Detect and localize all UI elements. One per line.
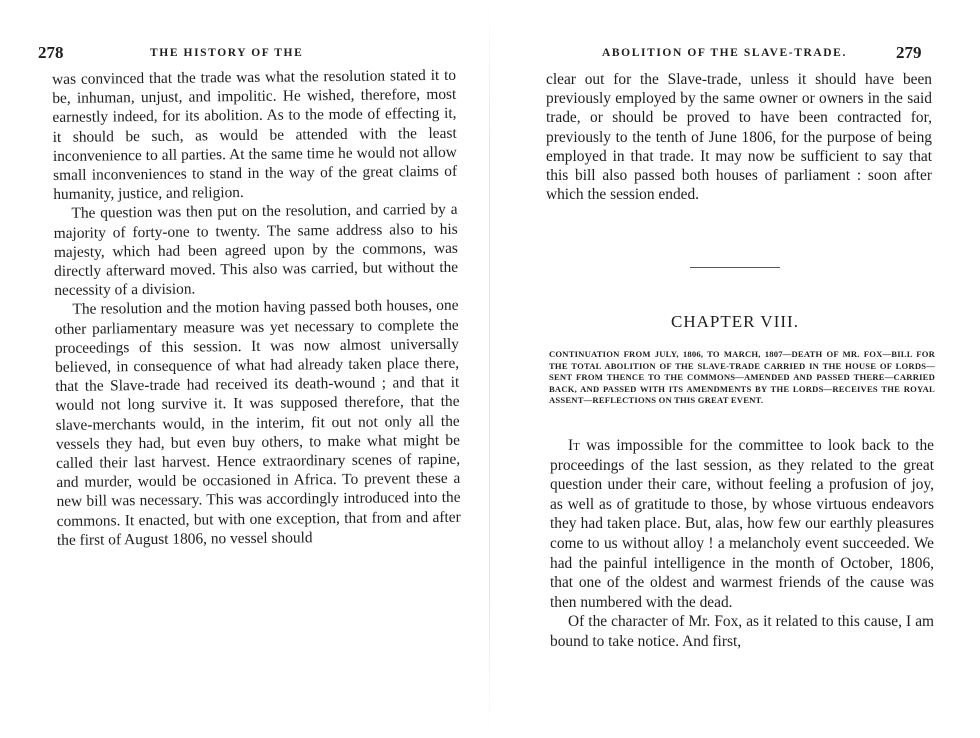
left-paragraph-3: The resolution and the motion having passed both houses, one other parliamentary measure was yet necessary to complete the proceedings of this session. It was now almost universally believed, in consequence of what had already taken place there, that the Slave-trade had received its death-wound ; and that it would not long survive it. It was supposed therefore, that the slave-merchants would, in the interim, fit out not only all the vessels they had, but even buy others, to make what might be called their last harvest. Hence extraordinary scenes of rapine, and murder, would be occasioned in Africa. To prevent these a new bill was necessary. This was accordingly introduced into the commons. It enacted, but with one exception, that from and after the first of August 1806, no vessel should <box>54 297 461 549</box>
section-divider <box>690 267 780 268</box>
left-running-head: THE HISTORY OF THE <box>150 47 304 59</box>
right-page <box>490 0 980 738</box>
right-page-number: 279 <box>896 43 922 62</box>
right-continued-paragraph: clear out for the Slave-trade, unless it should have been previously employed by the same owner or owners in the said trade, or should be proved to have been contracted for, previously to the tenth of June 1806, for the purpose of being employed in that trade. It may now be sufficient to say that this bill also passed both houses of parliament : soon after which the session ended. <box>546 71 932 204</box>
opening-paragraph-text: was impossible for the committee to look back to the proceedings of the last session, as they related to the great question under their care, without feeling a profusion of joy, as well as of gratitude to those, by whose virtuous endeavors they had taken place. But, alas, how few our earthly pleasures come to us without alloy ! a melancholy event succeeded. We had the painful intelligence in the month of October, 1806, that one of the oldest and warmest friends of the cause was then numbered with the dead. <box>550 437 934 611</box>
right-continued-text <box>546 70 932 204</box>
chapter-opening-paragraph <box>550 436 934 612</box>
left-paragraph-2: The question was then put on the resolution, and carried by a majority of forty-one to twenty. The same address also to his majesty, which had been agreed upon by the commons, was directly afterward moved. This also was carried, but without the necessity of a division. <box>53 201 459 300</box>
opening-initial: It <box>568 437 580 454</box>
left-body-text <box>52 66 461 550</box>
chapter-body <box>550 436 934 652</box>
chapter-second-paragraph: Of the character of Mr. Fox, as it related to this cause, I am bound to take notice. And first, <box>550 613 934 650</box>
right-running-head: ABOLITION OF THE SLAVE-TRADE. <box>602 47 847 59</box>
left-page-number: 278 <box>38 43 64 62</box>
chapter-title: CHAPTER VIII. <box>671 312 799 331</box>
left-paragraph-1: was convinced that the trade was what the resolution stated it to be, inhuman, unjust, and impolitic. He wished, therefore, most earnestly indeed, for its abolition. As to the mode of effecting it, it should be such, as would be attended with the least inconvenience to all parties. At the same time he would not allow small inconveniences to stand in the way of the great claims of humanity, justice, and religion. <box>52 66 458 204</box>
chapter-summary: CONTINUATION FROM JULY, 1806, TO MARCH, 1807—DEATH OF MR. FOX—BILL FOR THE TOTAL ABOLITION OF THE SLAVE-TRADE CARRIED IN THE HOUSE OF LORDS—SENT FROM THENCE TO THE COMMONS—AMENDED AND PASSED THERE—CARRIED BACK, AND PASSED WITH ITS AMENDMENTS BY THE LORDS—RECEIVES THE ROYAL ASSENT—REFLECTIONS ON THIS GREAT EVENT. <box>549 349 935 406</box>
